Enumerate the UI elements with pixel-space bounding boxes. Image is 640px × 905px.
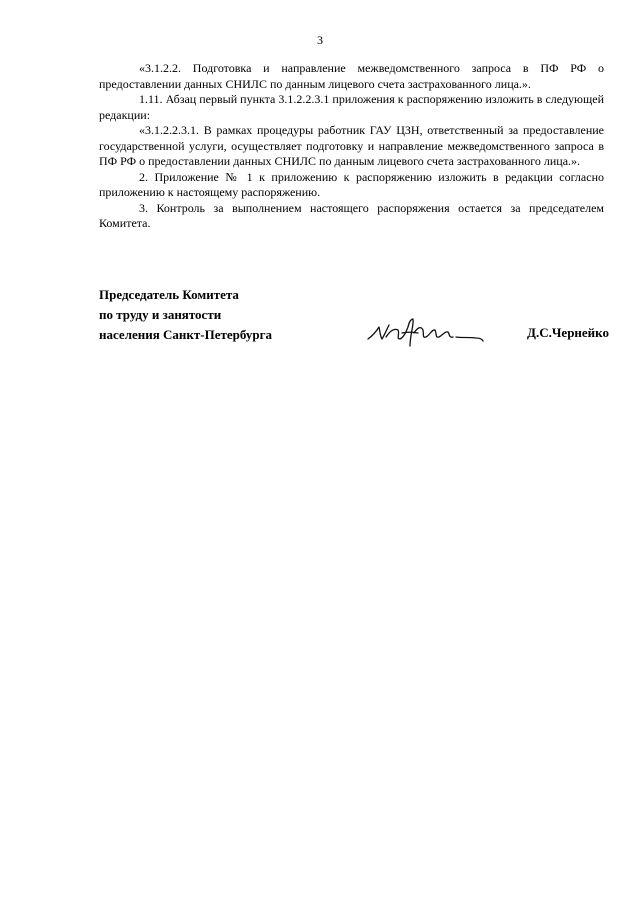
document-body [99,61,604,232]
paragraph-3: 3. Контроль за выполнением настоящего распоряжения остается за председателем Комитета. [99,200,604,230]
handwritten-signature [366,315,484,349]
paragraph-3-1-2-2-3-1: «3.1.2.2.3.1. В рамках процедуры работник ГАУ ЦЗН, ответственный за предоставление государственной услуги, осуществляет подготовку и направление межведомственного запроса в ПФ РФ о предоставлении данных СНИЛС по данным лицевого счета застрахованного лица.». [99,123,604,168]
signer-title-line: по труду и занятости [99,307,222,322]
signer-title-line: Председатель Комитета [99,287,239,302]
page-number: 3 [317,33,323,47]
paragraph-1-11: 1.11. Абзац первый пункта 3.1.2.2.3.1 приложения к распоряжению изложить в следующей редакции: [99,92,604,122]
paragraph-3-1-2-2: «3.1.2.2. Подготовка и направление межведомственного запроса в ПФ РФ о предоставлении данных СНИЛС по данным лицевого счета застрахованного лица.». [99,61,604,91]
signer-name: Д.С.Чернейко [527,325,609,340]
signer-title-line: населения Санкт-Петербурга [99,327,273,342]
signature-block [99,285,609,365]
paragraph-2: 2. Приложение № 1 к приложению к распоряжению изложить в редакции согласно приложению к настоящему распоряжению. [99,169,604,199]
signer-title [99,285,272,345]
